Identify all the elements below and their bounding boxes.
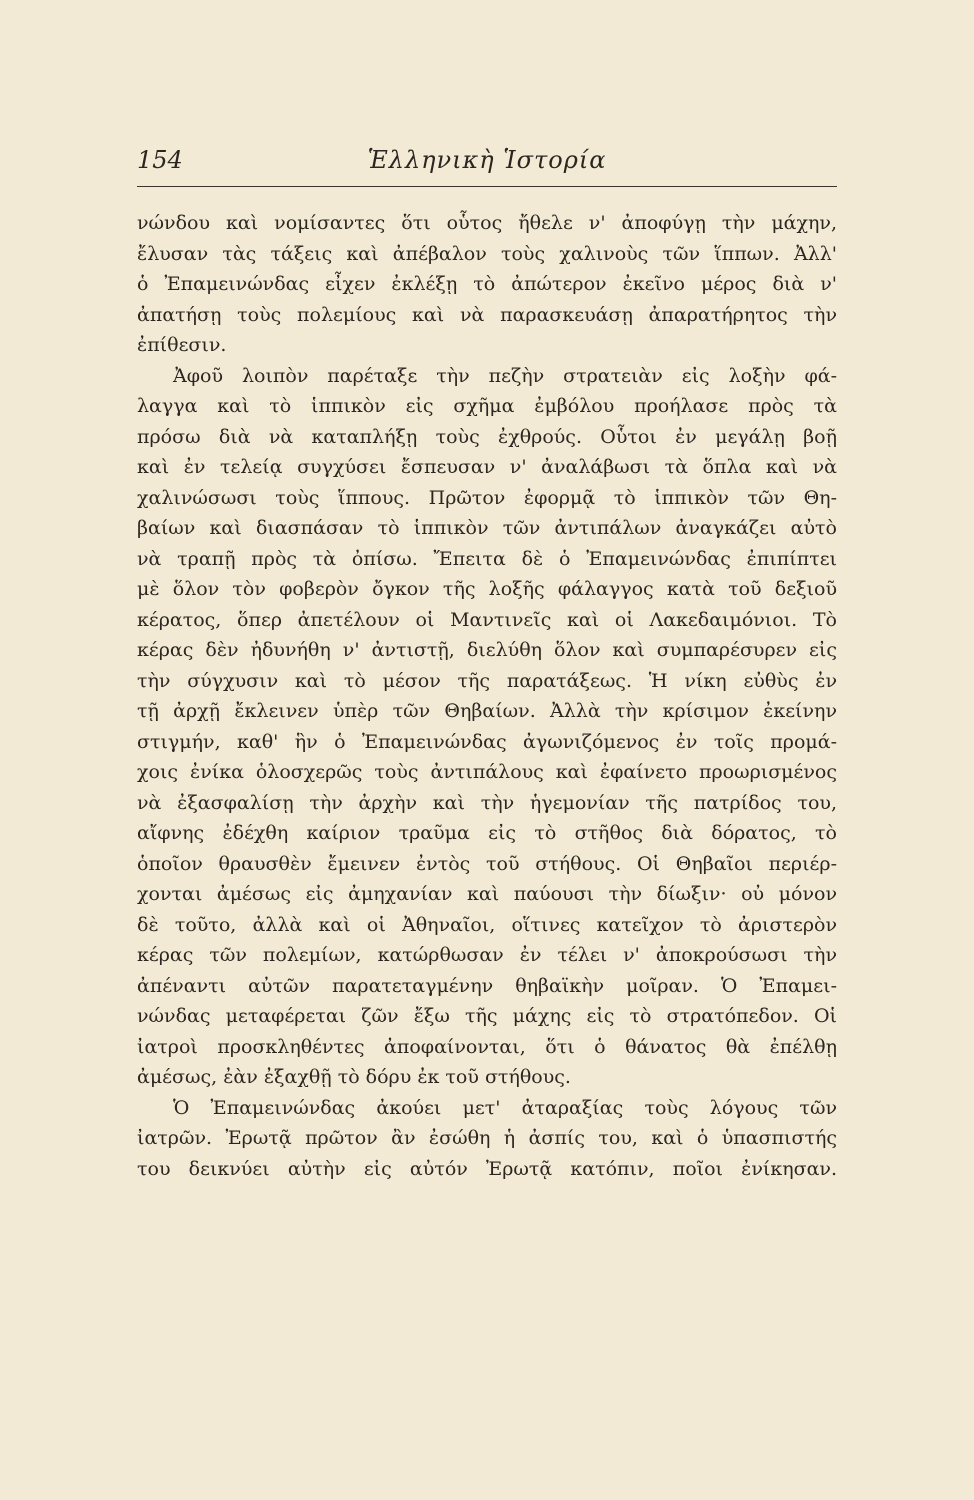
text-line: Ἀφοῦ λοιπὸν παρέταξε τὴν πεζὴν στρατειὰν εἰς λοξὴν φά- (173, 364, 837, 387)
text-line: ἀπατήσῃ τοὺς πολεμίους καὶ νὰ παρασκευάσῃ ἀπαρατήρητος τὴν (137, 303, 837, 326)
text-line: ἔλυσαν τὰς τάξεις καὶ ἀπέβαλον τοὺς χαλινοὺς τῶν ἵππων. Ἀλλ' (137, 242, 837, 265)
text-line: νώνδου καὶ νομίσαντες ὅτι οὗτος ἤθελε ν' ἀποφύγῃ τὴν μάχην, (137, 212, 837, 234)
text-line: ἰατρῶν. Ἐρωτᾷ πρῶτον ἂν ἐσώθη ἡ ἀσπίς του, καὶ ὁ ὑπασπιστής (137, 1127, 837, 1149)
text-line: χοις ἐνίκα ὁλοσχερῶς τοὺς ἀντιπάλους καὶ ἐφαίνετο προωρισμένος (137, 761, 837, 783)
text-line: νώνδας μεταφέρεται ζῶν ἔξω τῆς μάχης εἰς τὸ στρατόπεδον. Οἱ (137, 1005, 837, 1027)
text-line: δὲ τοῦτο, ἀλλὰ καὶ οἱ Ἀθηναῖοι, οἵτινες κατεῖχον τὸ ἀριστερὸν (137, 913, 837, 936)
text-line: νὰ ἐξασφαλίσῃ τὴν ἀρχὴν καὶ τὴν ἡγεμονίαν τῆς πατρίδος του, (137, 791, 837, 814)
text-line: αἴφνης ἐδέχθη καίριον τραῦμα εἰς τὸ στῆθος διὰ δόρατος, τὸ (137, 822, 837, 844)
text-line: του δεικνύει αὐτὴν εἰς αὐτόν Ἐρωτᾷ κατόπιν, ποῖοι ἐνίκησαν. (137, 1157, 837, 1180)
text-line: βαίων καὶ διασπάσαν τὸ ἱππικὸν τῶν ἀντιπάλων ἀναγκάζει αὐτὸ (137, 517, 837, 539)
text-line: ἀμέσως, ἐὰν ἐξαχθῇ τὸ δόρυ ἐκ τοῦ στήθους. (137, 1066, 571, 1088)
text-line: χονται ἀμέσως εἰς ἀμηχανίαν καὶ παύουσι τὴν δίωξιν· οὐ μόνον (137, 883, 837, 905)
text-line: ὁ Ἐπαμεινώνδας εἶχεν ἐκλέξῃ τὸ ἀπώτερον ἐκεῖνο μέρος διὰ ν' (137, 273, 837, 295)
header-rule (137, 186, 837, 187)
page-header (137, 146, 837, 186)
running-title: Ἑλληνικὴ Ἱστορία (367, 146, 607, 174)
text-line: ἰατροὶ προσκληθέντες ἀποφαίνονται, ὅτι ὁ θάνατος θὰ ἐπέλθῃ (137, 1035, 837, 1058)
text-line: πρόσω διὰ νὰ καταπλήξῃ τοὺς ἐχθρούς. Οὗτοι ἐν μεγάλῃ βοῇ (137, 425, 837, 448)
text-line: κέρας τῶν πολεμίων, κατώρθωσαν ἐν τέλει ν' ἀποκρούσωσι τὴν (137, 944, 837, 966)
text-line: κέρας δὲν ἠδυνήθη ν' ἀντιστῇ, διελύθη ὅλον καὶ συμπαρέσυρεν εἰς (137, 639, 837, 661)
text-line: τὴν σύγχυσιν καὶ τὸ μέσον τῆς παρατάξεως. Ἡ νίκη εὐθὺς ἐν (137, 669, 837, 692)
text-line: στιγμήν, καθ' ἣν ὁ Ἐπαμεινώνδας ἀγωνιζόμενος ἐν τοῖς προμά- (137, 730, 837, 753)
text-line: ἐπίθεσιν. (137, 334, 227, 356)
text-line: νὰ τραπῇ πρὸς τὰ ὀπίσω. Ἔπειτα δὲ ὁ Ἐπαμεινώνδας ἐπιπίπτει (137, 547, 837, 570)
text-line: χαλινώσωσι τοὺς ἵππους. Πρῶτον ἐφορμᾷ τὸ ἱππικὸν τῶν Θη- (137, 486, 837, 509)
text-line: ἀπέναντι αὐτῶν παρατεταγμένην θηβαϊκὴν μοῖραν. Ὁ Ἐπαμει- (137, 974, 837, 997)
body-text (137, 208, 837, 1184)
text-line: μὲ ὅλον τὸν φοβερὸν ὄγκον τῆς λοξῆς φάλαγγος κατὰ τοῦ δεξιοῦ (137, 578, 837, 600)
text-line: λαγγα καὶ τὸ ἱππικὸν εἰς σχῆμα ἐμβόλου προήλασε πρὸς τὰ (137, 395, 837, 417)
text-line: Ὁ Ἐπαμεινώνδας ἀκούει μετ' ἀταραξίας τοὺς λόγους τῶν (173, 1096, 837, 1119)
text-line: κέρατος, ὅπερ ἀπετέλουν οἱ Μαντινεῖς καὶ οἱ Λακεδαιμόνιοι. Τὸ (137, 608, 837, 631)
text-line: καὶ ἐν τελείᾳ συγχύσει ἔσπευσαν ν' ἀναλάβωσι τὰ ὅπλα καὶ νὰ (137, 456, 837, 478)
text-line: τῇ ἀρχῇ ἔκλεινεν ὑπὲρ τῶν Θηβαίων. Ἀλλὰ τὴν κρίσιμον ἐκείνην (137, 700, 837, 722)
text-line: ὁποῖον θραυσθὲν ἔμεινεν ἐντὸς τοῦ στήθους. Οἱ Θηβαῖοι περιέρ- (137, 852, 837, 875)
page-number: 154 (137, 146, 183, 174)
